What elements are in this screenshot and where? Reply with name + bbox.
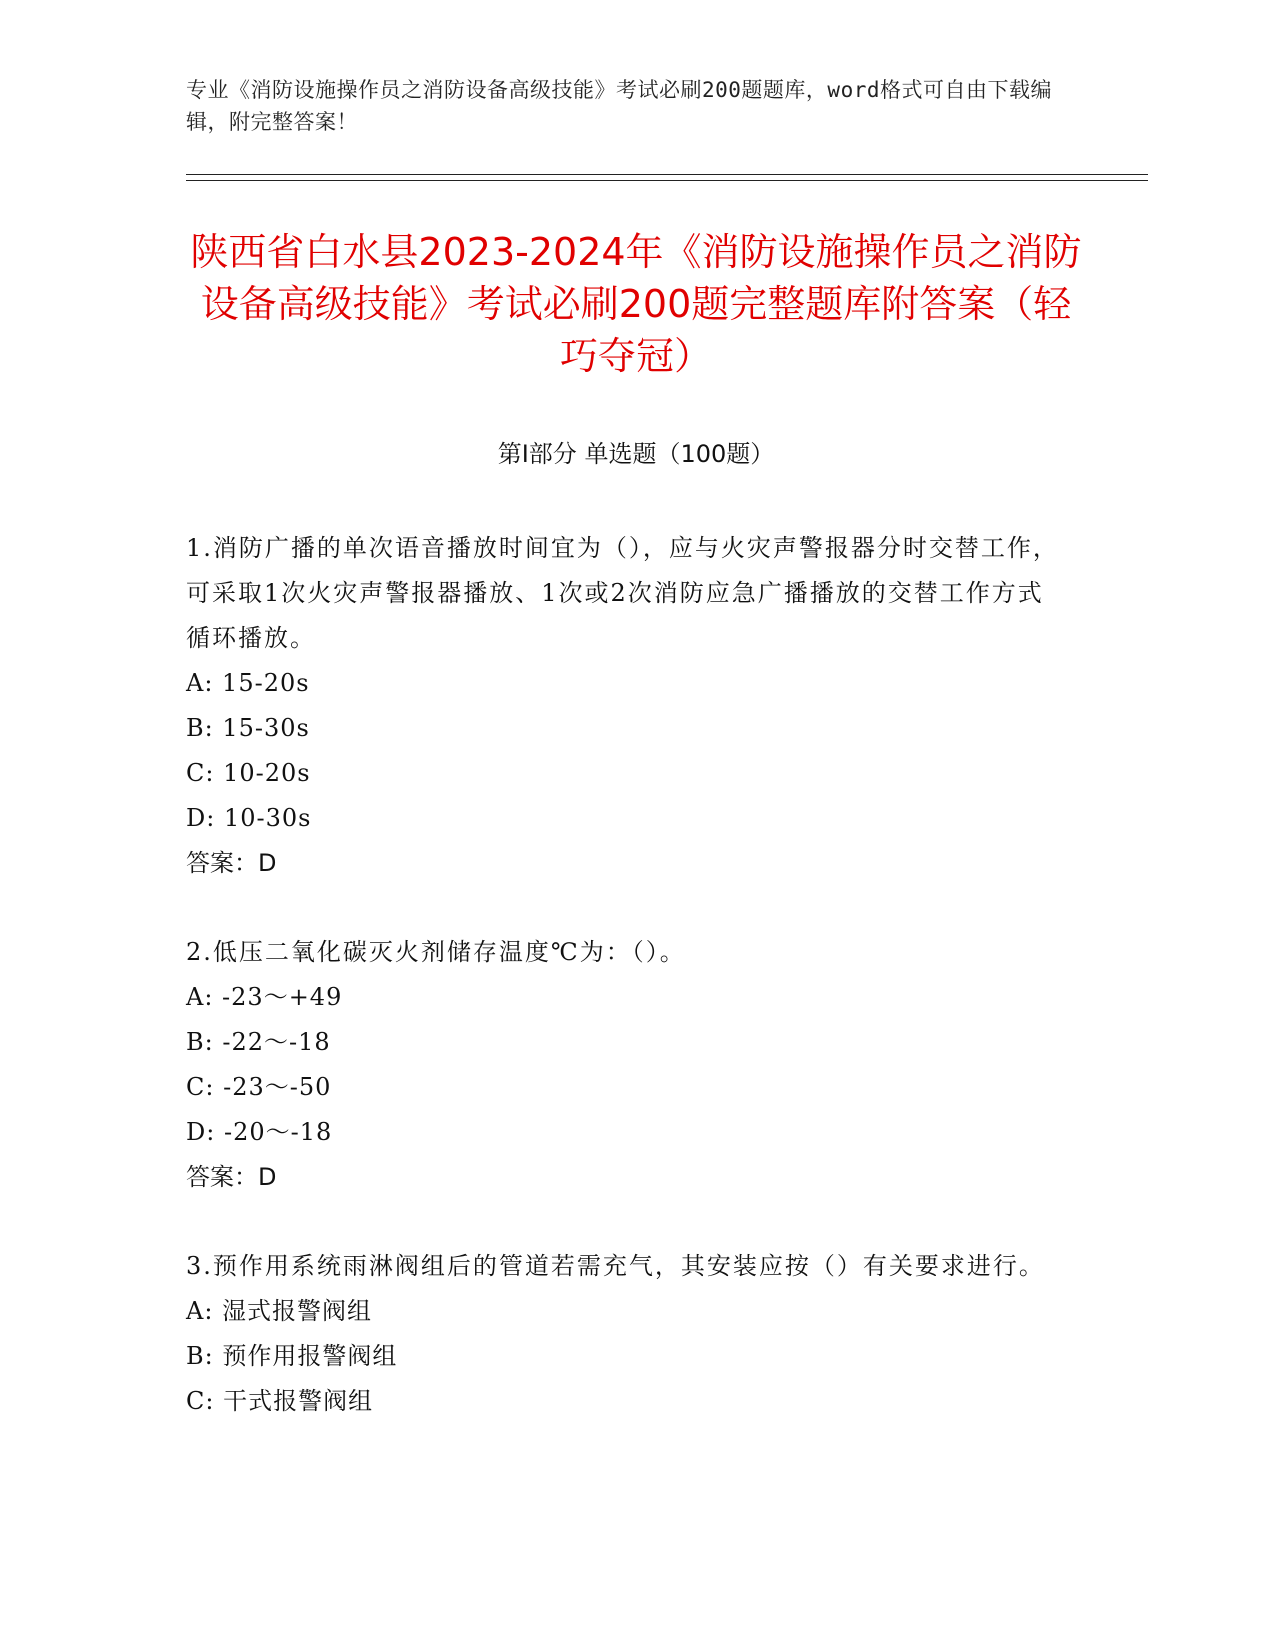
- question-stem: 2.低压二氧化碳灭火剂储存温度℃为：（）。: [186, 938, 686, 966]
- option-b: B: 15-30s: [186, 714, 310, 742]
- question-list: [186, 526, 1066, 1468]
- section-heading: 第Ⅰ部分 单选题（100题）: [497, 440, 775, 468]
- option-c: C: -23～-50: [186, 1073, 332, 1101]
- question-stem: 1.消防广播的单次语音播放时间宜为（），应与火灾声警报器分时交替工作，可采取1次火灾声警报器播放、1次或2次消防应急广播播放的交替工作方式循环播放。: [186, 534, 1059, 652]
- option-c: C: 干式报警阀组: [186, 1387, 374, 1415]
- question-stem: 3.预作用系统雨淋阀组后的管道若需充气，其安装应按（）有关要求进行。: [186, 1252, 1045, 1280]
- question-item: [186, 930, 1066, 1200]
- option-d: D: -20～-18: [186, 1118, 333, 1146]
- option-b: B: 预作用报警阀组: [186, 1342, 398, 1370]
- header-divider-bottom: [186, 180, 1148, 181]
- answer: 答案：D: [186, 849, 277, 877]
- header-note: 专业《消防设施操作员之消防设备高级技能》考试必刷200题题库，word格式可自由下载编辑，附完整答案！: [186, 78, 1052, 134]
- option-d: D: 10-30s: [186, 804, 312, 832]
- option-a: A: 15-20s: [186, 669, 310, 697]
- option-c: C: 10-20s: [186, 759, 311, 787]
- question-item: [186, 1244, 1066, 1424]
- option-b: B: -22～-18: [186, 1028, 331, 1056]
- answer: 答案：D: [186, 1163, 277, 1191]
- question-item: [186, 526, 1066, 886]
- option-a: A: 湿式报警阀组: [186, 1297, 373, 1325]
- option-a: A: -23～+49: [186, 983, 343, 1011]
- document-title: 陕西省白水县2023-2024年《消防设施操作员之消防设备高级技能》考试必刷200题完整题库附答案（轻巧夺冠）: [190, 230, 1082, 378]
- header-divider-top: [186, 174, 1148, 175]
